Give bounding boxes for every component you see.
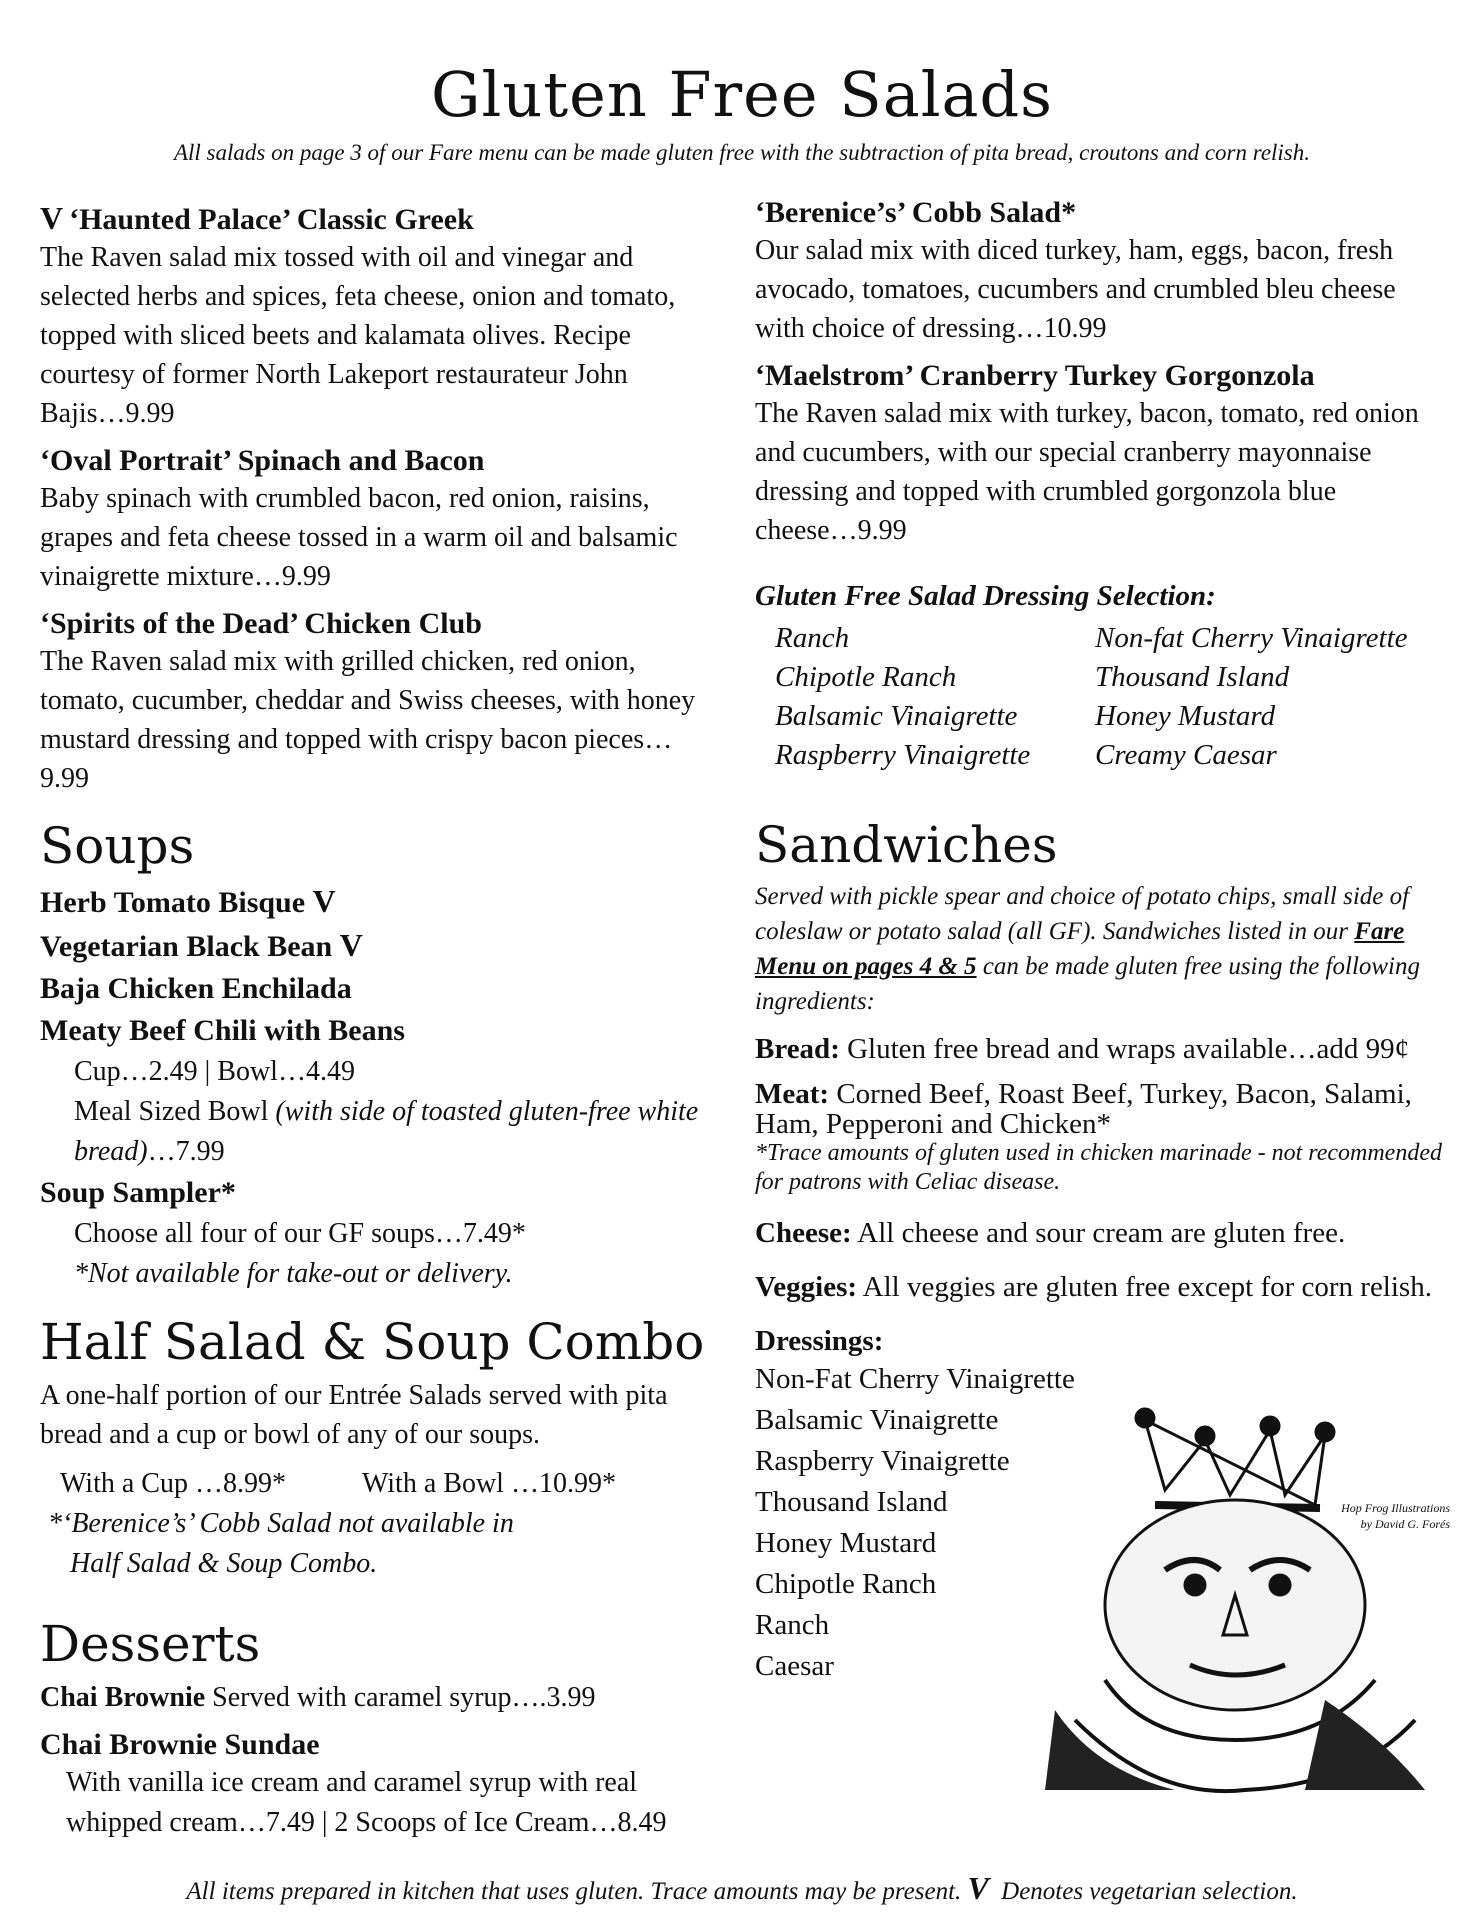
fare-menu-reference: Fare Menu on pages 4 & 5 bbox=[755, 918, 1405, 980]
salad-name: ‘Berenice’s’ Cobb Salad* bbox=[755, 196, 1077, 229]
combo-note: *‘Berenice’s’ Cobb Salad not available in bbox=[48, 1508, 514, 1539]
combo-cup-price: With a Cup …8.99* bbox=[60, 1468, 286, 1499]
salad-item bbox=[40, 200, 720, 433]
vegetarian-icon: V bbox=[40, 200, 64, 236]
dessert-item: Chai Brownie Served with caramel syrup….3.99 bbox=[40, 1682, 596, 1713]
dressing-list-item: Chipotle Ranch bbox=[755, 1568, 937, 1600]
sandwiches-heading: Sandwiches bbox=[755, 816, 1058, 874]
salad-item bbox=[755, 358, 1445, 550]
soup-name: Baja Chicken Enchilada bbox=[40, 972, 352, 1005]
dressing-list-item: Non-Fat Cherry Vinaigrette bbox=[755, 1363, 1075, 1395]
salad-description: The Raven salad mix with turkey, bacon, tomato, red onion and cucumbers, with our special cranberry mayonnaise dressing and topped with crumbled gorgonzola blue cheese…9.99 bbox=[755, 398, 1419, 546]
salad-item bbox=[40, 443, 720, 596]
salad-name: ‘Maelstrom’ Cranberry Turkey Gorgonzola bbox=[755, 359, 1315, 392]
cheese-row: Cheese: All cheese and sour cream are gluten free. bbox=[755, 1217, 1346, 1249]
combo-note: Half Salad & Soup Combo. bbox=[70, 1548, 378, 1579]
left-column bbox=[40, 200, 720, 1843]
soups-heading: Soups bbox=[40, 817, 195, 875]
salad-name: ‘Haunted Palace’ Classic Greek bbox=[69, 203, 474, 236]
dressing-option: Thousand Island bbox=[1095, 661, 1290, 693]
dessert-name: Chai Brownie Sundae bbox=[40, 1728, 320, 1761]
vegetarian-icon: V bbox=[339, 927, 363, 963]
hop-frog-illustration bbox=[995, 1380, 1435, 1800]
sandwiches-intro: Served with pickle spear and choice of potato chips, small side of coleslaw or potato salad (all GF). Sandwiches listed in our Fare Menu on pages 4 & 5 can be made gluten free using the following ingredients: bbox=[755, 883, 1421, 1015]
combo-description: A one-half portion of our Entrée Salads served with pita bread and a cup or bowl of any of our soups. bbox=[40, 1380, 668, 1450]
soup-name: Herb Tomato Bisque bbox=[40, 886, 306, 919]
salad-item bbox=[755, 195, 1445, 348]
dressing-option: Non-fat Cherry Vinaigrette bbox=[1095, 622, 1408, 654]
soup-sampler-note: *Not available for take-out or delivery. bbox=[74, 1258, 513, 1289]
soup-name: Vegetarian Black Bean bbox=[40, 930, 333, 963]
page-subtitle: All salads on page 3 of our Fare menu can be made gluten free with the subtraction of pita bread, croutons and corn relish. bbox=[173, 140, 1311, 165]
dressing-list-item: Honey Mustard bbox=[755, 1527, 937, 1559]
dressings-label: Dressings: bbox=[755, 1325, 884, 1357]
dressing-option: Balsamic Vinaigrette bbox=[775, 700, 1018, 732]
vegetarian-icon: V bbox=[312, 883, 336, 919]
vegetarian-icon: V bbox=[967, 1870, 989, 1906]
salad-description: Our salad mix with diced turkey, ham, eggs, bacon, fresh avocado, tomatoes, cucumbers and crumbled bleu cheese with choice of dressing…10.99 bbox=[755, 235, 1396, 344]
salad-description: The Raven salad mix tossed with oil and vinegar and selected herbs and spices, feta cheese, onion and tomato, topped with sliced beets and kalamata olives. Recipe courtesy of former North Lakeport restaurateur John Bajis…9.99 bbox=[40, 242, 676, 429]
salad-item bbox=[40, 606, 720, 798]
dressing-option: Raspberry Vinaigrette bbox=[775, 739, 1031, 771]
soup-prices: Cup…2.49 | Bowl…4.49 bbox=[74, 1056, 355, 1087]
dressing-option: Creamy Caesar bbox=[1095, 739, 1277, 771]
meat-row: Meat: Corned Beef, Roast Beef, Turkey, Bacon, Salami, Ham, Pepperoni and Chicken* bbox=[755, 1078, 1412, 1140]
dressing-option: Honey Mustard bbox=[1095, 700, 1276, 732]
illustration-credit: Hop Frog Illustrations by David G. Forés bbox=[1341, 1501, 1450, 1531]
dressing-list-item: Thousand Island bbox=[755, 1486, 948, 1518]
salad-name: ‘Spirits of the Dead’ Chicken Club bbox=[40, 607, 482, 640]
soup-sampler-title: Soup Sampler* bbox=[40, 1176, 236, 1209]
dressing-selection-heading: Gluten Free Salad Dressing Selection: bbox=[755, 580, 1216, 612]
combo-prices bbox=[40, 1464, 720, 1504]
dressing-selection-grid bbox=[755, 619, 1445, 775]
dressing-list-item: Ranch bbox=[755, 1609, 830, 1641]
page-title: Gluten Free Salads bbox=[430, 58, 1053, 131]
dressing-list-item: Balsamic Vinaigrette bbox=[755, 1404, 999, 1436]
salad-description: Baby spinach with crumbled bacon, red onion, raisins, grapes and feta cheese tossed in a warm oil and balsamic vinaigrette mixture…9.99 bbox=[40, 483, 678, 592]
salad-name: ‘Oval Portrait’ Spinach and Bacon bbox=[40, 444, 485, 477]
footer-note: All items prepared in kitchen that uses gluten. Trace amounts may be present. V Denotes vegetarian selection. bbox=[186, 1870, 1298, 1906]
dessert-description: With vanilla ice cream and caramel syrup with real whipped cream…7.49 | 2 Scoops of Ice Cream…8.49 bbox=[66, 1767, 667, 1838]
dressing-option: Ranch bbox=[775, 622, 850, 654]
soup-sampler-desc: Choose all four of our GF soups…7.49* bbox=[74, 1218, 526, 1249]
dressing-option: Chipotle Ranch bbox=[775, 661, 957, 693]
veggies-row: Veggies: All veggies are gluten free except for corn relish. bbox=[755, 1271, 1432, 1303]
meat-note: *Trace amounts of gluten used in chicken marinade - not recommended for patrons with Celiac disease. bbox=[755, 1140, 1442, 1195]
bread-row: Bread: Gluten free bread and wraps available…add 99¢ bbox=[755, 1033, 1410, 1065]
meal-bowl: Meal Sized Bowl (with side of toasted gluten-free white bread)…7.99 bbox=[74, 1096, 699, 1167]
dressing-list-item: Caesar bbox=[755, 1650, 834, 1682]
desserts-heading: Desserts bbox=[40, 1615, 261, 1673]
combo-bowl-price: With a Bowl …10.99* bbox=[361, 1468, 616, 1499]
salad-description: The Raven salad mix with grilled chicken, red onion, tomato, cucumber, cheddar and Swiss cheeses, with honey mustard dressing and topped with crispy bacon pieces…9.99 bbox=[40, 646, 696, 794]
dressing-list-item: Raspberry Vinaigrette bbox=[755, 1445, 1010, 1477]
soup-name: Meaty Beef Chili with Beans bbox=[40, 1014, 405, 1047]
combo-heading: Half Salad & Soup Combo bbox=[40, 1313, 705, 1371]
